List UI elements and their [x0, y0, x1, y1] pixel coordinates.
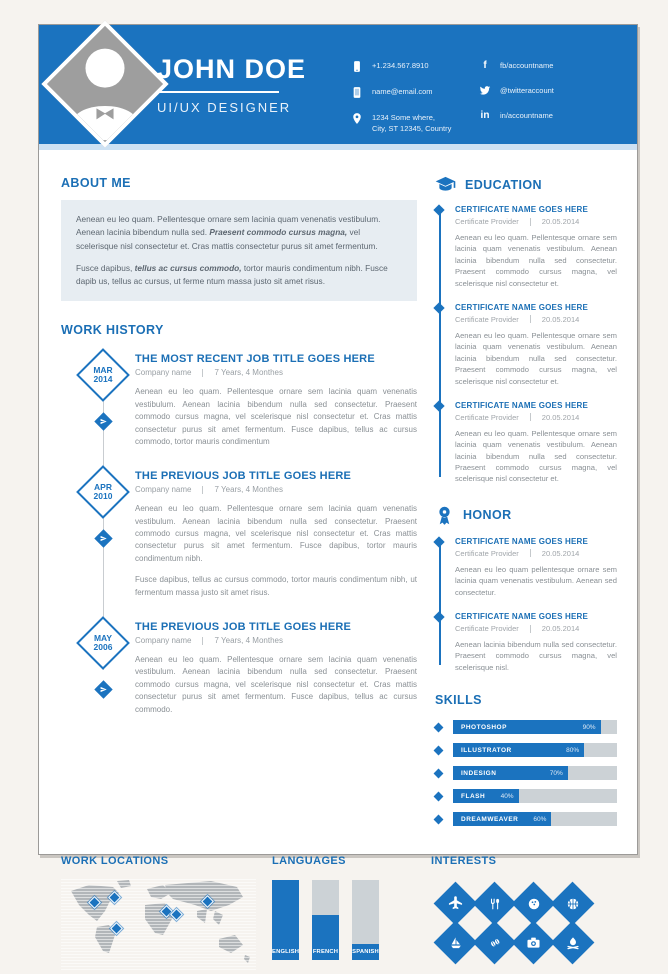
certificate-meta	[455, 413, 617, 422]
name-underline	[157, 91, 279, 93]
certificate-name: CERTIFICATE NAME GOES HERE	[455, 536, 589, 546]
skill-row	[435, 812, 617, 826]
skill-bar	[453, 720, 617, 734]
address-line2: City, ST 12345, Country	[372, 123, 452, 133]
skill-label: FLASH	[461, 792, 486, 800]
job-meta	[135, 368, 417, 377]
diamond-bullet-icon	[434, 722, 444, 732]
education-heading: EDUCATION	[465, 178, 542, 192]
work-entry	[61, 470, 417, 599]
certificate-provider: Certificate Provider	[455, 548, 519, 558]
timeline-line	[439, 209, 441, 477]
interest-diamond	[512, 921, 556, 965]
skill-label: DREAMWEAVER	[461, 815, 519, 823]
skill-row	[435, 743, 617, 757]
honor-entry	[455, 537, 617, 598]
section-work-history	[61, 323, 417, 716]
contact-address	[351, 112, 471, 135]
mobile-icon	[351, 86, 363, 99]
social-info	[479, 60, 599, 135]
certificate-name: CERTIFICATE NAME GOES HERE	[455, 302, 589, 312]
language-label: ENGLISH	[272, 949, 300, 956]
contact-twitter: @twitteraccount	[479, 85, 599, 97]
education-entry	[455, 401, 617, 485]
company-name: Company name	[135, 368, 192, 378]
work-entry	[61, 353, 417, 448]
diamond-bullet-icon	[433, 400, 444, 411]
section-skills	[435, 693, 617, 826]
skill-percent: 80%	[566, 746, 580, 754]
certificate-description: Aenean eu leo quam. Pellentesque ornare sem lacinia quam venenatis vestibulum. Aenean lacinia bibendum nulla sed consectetur. Praesent commodo cursus magna, vel scelerisque nisl consectetur et.	[455, 428, 617, 484]
graduation-cap-icon	[435, 176, 456, 194]
campfire-icon	[557, 927, 588, 958]
skill-bar	[453, 743, 617, 757]
certificate-provider: Certificate Provider	[455, 412, 519, 422]
job-meta	[135, 636, 417, 645]
certificate-description: Aenean eu leo quam pellentesque ornare sem lacinia quam venenatis vestibulum. Aenean sed consectetur.	[455, 564, 617, 597]
certificate-description: Aenean eu leo quam. Pellentesque ornare sem lacinia quam venenatis vestibulum. Aenean lacinia bibendum nulla sed consectetur. Praesent commodo cursus magna, vel scelerisque nisl consectetur et.	[455, 330, 617, 386]
skill-row	[435, 789, 617, 803]
paper-plane-icon	[94, 413, 112, 431]
certificate-name: CERTIFICATE NAME GOES HERE	[455, 400, 589, 410]
world-map	[61, 877, 256, 972]
skill-label: INDESIGN	[461, 769, 497, 777]
sailboat-icon	[440, 927, 471, 958]
skill-percent: 70%	[549, 769, 563, 777]
person-title: UI/UX DESIGNER	[157, 100, 292, 115]
certificate-meta	[455, 315, 617, 324]
honor-heading: HONOR	[463, 508, 512, 523]
header	[39, 25, 637, 144]
skill-percent: 60%	[533, 815, 547, 823]
meta-divider	[202, 369, 203, 377]
date-diamond: APR 2010	[76, 465, 130, 519]
skill-label: PHOTOSHOP	[461, 723, 507, 731]
location-pin-icon	[351, 112, 363, 125]
job-duration: 7 Years, 4 Monthes	[214, 485, 283, 495]
company-name: Company name	[135, 636, 192, 646]
language-label: SPANISH	[352, 949, 379, 956]
diamond-bullet-icon	[433, 302, 444, 313]
person-silhouette-icon	[44, 23, 166, 145]
section-languages	[272, 855, 390, 972]
skill-row	[435, 720, 617, 734]
job-description: Fusce dapibus, tellus ac cursus commodo, tortor mauris condimentum nibh, ut fermentum massa justo sit amet risus.	[135, 575, 417, 597]
timeline-line	[439, 541, 441, 665]
airplane-icon	[440, 888, 471, 919]
skill-bar	[453, 789, 617, 803]
job-title: THE PREVIOUS JOB TITLE GOES HERE	[135, 621, 352, 634]
certificate-provider: Certificate Provider	[455, 624, 519, 634]
language-bar	[312, 880, 339, 960]
job-duration: 7 Years, 4 Monthes	[214, 368, 283, 378]
bowling-ball-icon	[518, 888, 549, 919]
interests-heading: INTERESTS	[431, 855, 497, 868]
camera-icon	[518, 927, 549, 958]
address-line1: 1234 Some where,	[372, 113, 435, 122]
work-locations-heading: WORK LOCATIONS	[61, 855, 169, 868]
company-name: Company name	[135, 485, 192, 495]
meta-divider	[530, 218, 531, 226]
contact-info	[351, 60, 471, 148]
contact-email: name@email.com	[351, 86, 471, 99]
meta-divider	[202, 637, 203, 645]
job-duration: 7 Years, 4 Monthes	[214, 636, 283, 646]
job-title: THE MOST RECENT JOB TITLE GOES HERE	[135, 353, 375, 366]
meta-divider	[530, 625, 531, 633]
job-meta	[135, 485, 417, 494]
diamond-bullet-icon	[434, 768, 444, 778]
about-text-box	[61, 200, 417, 301]
contact-facebook: f fb/accountname	[479, 60, 599, 72]
interest-diamond	[473, 882, 517, 926]
skill-label: ILLUSTRATOR	[461, 746, 512, 754]
interest-diamond	[512, 882, 556, 926]
avatar	[41, 20, 168, 147]
language-label: FRENCH	[312, 949, 339, 956]
interest-diamond	[434, 882, 478, 926]
diamond-bullet-icon	[434, 814, 444, 824]
languages-heading: LANGUAGES	[272, 855, 346, 868]
section-about	[61, 176, 417, 301]
diamond-bullet-icon	[433, 611, 444, 622]
skills-heading: SKILLS	[435, 693, 482, 708]
interest-diamond	[551, 882, 595, 926]
paper-plane-icon	[94, 530, 112, 548]
certificate-date: 20.05.2014	[541, 217, 580, 226]
linkedin-icon: in	[480, 109, 490, 121]
certificate-meta	[455, 549, 617, 558]
interest-diamond	[551, 921, 595, 965]
education-entry	[455, 303, 617, 387]
skill-percent: 90%	[582, 723, 596, 731]
section-honor	[435, 505, 617, 673]
skill-bar	[453, 812, 617, 826]
diamond-bullet-icon	[433, 536, 444, 547]
date-diamond: MAR 2014	[76, 348, 130, 402]
job-description: Aenean eu leo quam. Pellentesque ornare sem lacinia quam venenatis vestibulum. Aenean lacinia bibendum nulla sed consectetur. Praesent commodo cursus magna, vel scelerisque nisl consectetur et. Cras mattis consectetur purus sit amet fermentum. Fusce dapibus, tortor mauris condimentum nibh.	[135, 504, 417, 563]
meta-divider	[530, 549, 531, 557]
about-paragraph: Fusce dapibus, tellus ac cursus commodo, tortor mauris condimentum nibh. Fusce dapib us, tellus ac cursus, ut ferme ntum massa justo sit amet risus.	[76, 262, 388, 287]
skill-bar	[453, 766, 617, 780]
language-bar	[272, 880, 299, 960]
honor-entry	[455, 612, 617, 673]
job-description: Aenean eu leo quam. Pellentesque ornare sem lacinia quam venenatis vestibulum. Aenean lacinia bibendum nulla sed consectetur. Praesent commodo cursus magna, vel scelerisque nisl consectetur et. Cras mattis consectetur purus sit amet fermentum. Fusce dapibus, tellus ac cursus commodo, tortor mauris condimentum	[135, 387, 417, 446]
certificate-name: CERTIFICATE NAME GOES HERE	[455, 205, 589, 214]
job-title: THE PREVIOUS JOB TITLE GOES HERE	[135, 470, 352, 483]
date-diamond: MAY 2006	[76, 616, 130, 670]
diamond-bullet-icon	[433, 204, 444, 215]
phone-icon	[351, 60, 363, 73]
certificate-description: Aenean eu leo quam. Pellentesque ornare sem lacinia quam venenatis vestibulum. Aenean lacinia bibendum nulla sed consectetur. Praesent commodo cursus magna, vel scelerisque nisl consectetur et.	[455, 233, 617, 288]
person-name: JOHN DOE	[157, 54, 307, 84]
skill-percent: 40%	[500, 792, 514, 800]
map-texture	[61, 877, 256, 972]
language-bar	[352, 880, 379, 960]
contact-phone: +1.234.567.8910	[351, 60, 471, 73]
certificate-provider: Certificate Provider	[455, 314, 519, 324]
resume-page	[38, 24, 638, 956]
work-timeline	[61, 353, 417, 716]
basketball-icon	[557, 888, 588, 919]
skill-row	[435, 766, 617, 780]
section-work-locations	[61, 855, 256, 972]
work-history-heading: WORK HISTORY	[61, 323, 164, 338]
coffee-beans-icon	[479, 927, 510, 958]
certificate-name: CERTIFICATE NAME GOES HERE	[455, 612, 589, 622]
interest-diamond	[473, 921, 517, 965]
education-entry	[455, 205, 617, 289]
twitter-icon	[479, 85, 491, 96]
diamond-bullet-icon	[434, 791, 444, 801]
meta-divider	[530, 413, 531, 421]
certificate-date: 20.05.2014	[541, 548, 580, 558]
cutlery-icon	[479, 888, 510, 919]
interest-diamond	[434, 921, 478, 965]
certificate-description: Aenean lacinia bibendum nulla sed consectetur. Praesent commodo cursus magna, vel scelerisque nisl.	[455, 640, 617, 672]
certificate-date: 20.05.2014	[541, 624, 580, 634]
about-paragraph: Aenean eu leo quam. Pellentesque ornare sem lacinia quam venenatis vestibulum. Aenean lacinia bibendum nulla sed. Praesent commodo cursus magna, vel scelerisque nisl consectetur et. Cras mattis consectetur purus sit amet fermentum.	[76, 214, 381, 251]
medal-icon	[435, 505, 454, 526]
certificate-meta	[455, 624, 617, 633]
section-interests	[431, 855, 617, 972]
about-heading: ABOUT ME	[61, 176, 131, 190]
meta-divider	[530, 315, 531, 323]
paper-plane-icon	[94, 680, 112, 698]
certificate-date: 20.05.2014	[541, 412, 580, 422]
section-education	[435, 176, 617, 485]
meta-divider	[202, 486, 203, 494]
certificate-meta	[455, 217, 617, 226]
facebook-icon: f	[483, 60, 487, 71]
diamond-bullet-icon	[434, 745, 444, 755]
name-block	[157, 54, 306, 115]
certificate-date: 20.05.2014	[541, 314, 580, 324]
contact-linkedin: in in/accountname	[480, 109, 553, 121]
job-description: Aenean eu leo quam. Pellentesque ornare sem lacinia quam venenatis vestibulum. Aenean lacinia bibendum nulla sed consectetur. Praesent commodo cursus magna, vel scelerisque nisl consectetur et. Cras mattis consectetur purus sit amet fermentum. Fusce dapibus, tellus ac cursus commodo.	[135, 655, 417, 714]
work-entry	[61, 621, 417, 716]
certificate-provider: Certificate Provider	[455, 217, 519, 226]
